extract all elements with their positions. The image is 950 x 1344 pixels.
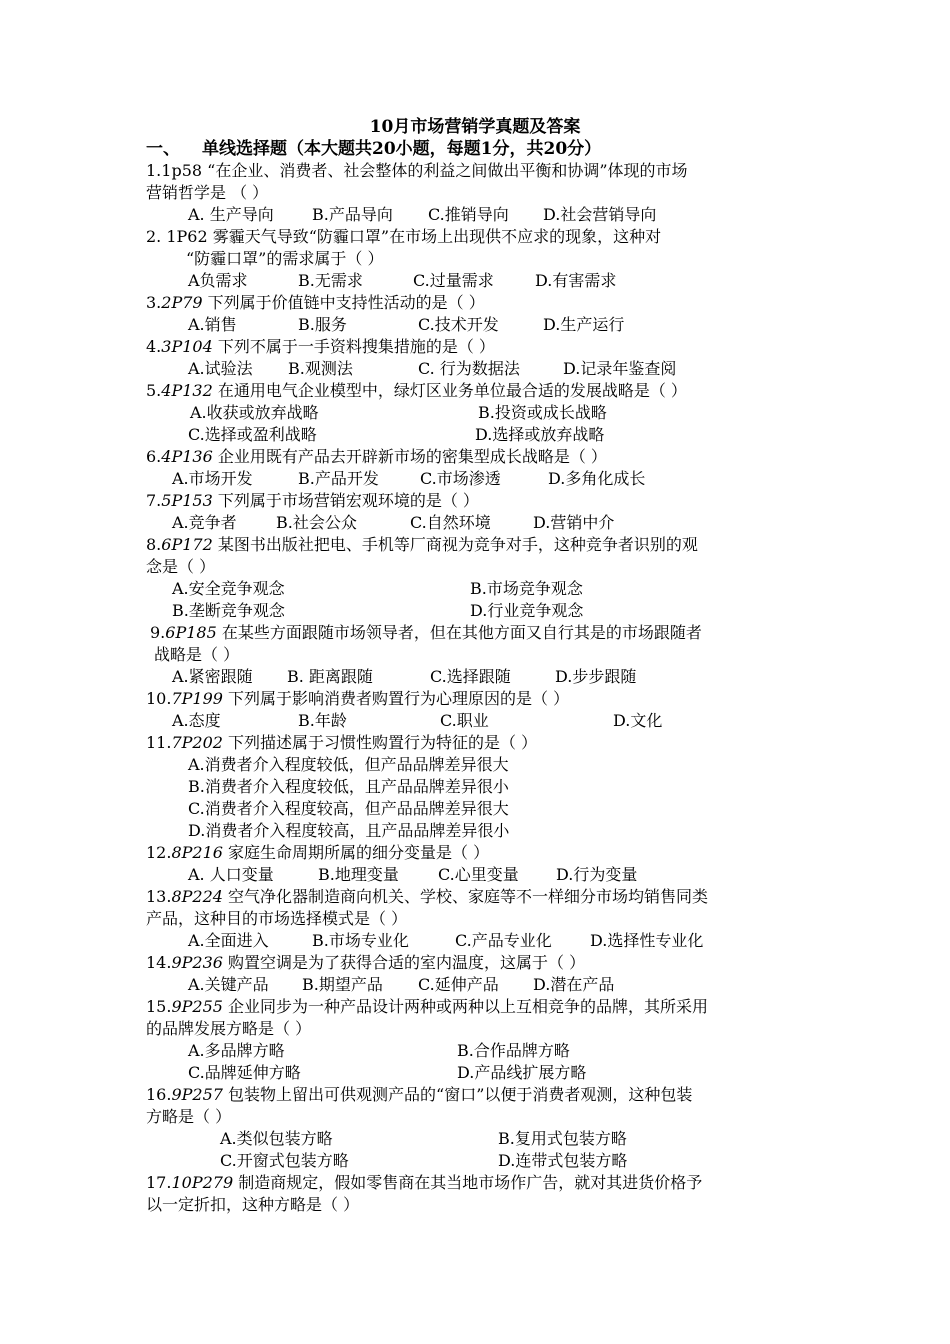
- question-number: 4.: [146, 337, 162, 356]
- option-c: C.开窗式包装方略: [220, 1151, 349, 1170]
- page-reference: 2P79: [161, 293, 203, 312]
- option-b: B.地理变量: [318, 865, 399, 884]
- option-d: D.营销中介: [533, 513, 615, 532]
- question-number: 5.: [146, 381, 162, 400]
- option-d: D.社会营销导向: [543, 205, 657, 224]
- option-a: A. 生产导向: [188, 205, 274, 224]
- page-reference: 8P216: [171, 843, 223, 862]
- option-b: B.产品导向: [312, 205, 393, 224]
- question-number: 11.: [146, 733, 172, 752]
- question-number: 9.: [150, 623, 166, 642]
- question-text: 下列属于市场营销宏观环境的是（ ）: [212, 491, 479, 510]
- option-b: B.市场专业化: [312, 931, 409, 950]
- page-reference: 7P202: [171, 733, 223, 752]
- option-c: C.产品专业化: [455, 931, 552, 950]
- option-b: B.服务: [298, 315, 347, 334]
- question-11-stem: [146, 732, 537, 753]
- question-text: 下列不属于一手资料搜集措施的是（ ）: [212, 337, 495, 356]
- question-text: 下列描述属于习惯性购置行为特征的是（ ）: [222, 733, 538, 752]
- option-d: D.文化: [613, 711, 663, 730]
- question-text: 企业同步为一种产品设计两种或两种以上互相竞争的品牌，其所采用: [222, 997, 709, 1016]
- question-9-line-1: [150, 622, 702, 643]
- page-reference: 5P153: [161, 491, 213, 510]
- question-6-stem: [146, 446, 607, 467]
- section-number: 一、: [146, 139, 180, 159]
- question-text: 包装物上留出可供观测产品的“窗口”以便于消费者观测，这种包装: [222, 1085, 693, 1104]
- question-text: 在通用电气企业模型中，绿灯区业务单位最合适的发展战略是（ ）: [212, 381, 687, 400]
- option-c: C.选择或盈利战略: [188, 425, 317, 444]
- option-d: D.选择或放弃战略: [475, 425, 605, 444]
- option-d: D.选择性专业化: [590, 931, 704, 950]
- page-reference: 6P185: [165, 623, 217, 642]
- page-reference: 4P132: [161, 381, 213, 400]
- question-8-line-2: 念是（ ）: [146, 557, 216, 576]
- option-b: B.产品开发: [298, 469, 379, 488]
- page-reference: 3P104: [161, 337, 213, 356]
- option-a: A.销售: [188, 315, 237, 334]
- question-17-line-1: [146, 1172, 702, 1193]
- section-heading: [146, 138, 601, 160]
- question-13-line-1: [146, 886, 708, 907]
- option-c: C.职业: [440, 711, 489, 730]
- option-a: A.收获或放弃战略: [190, 403, 319, 422]
- question-10-stem: [146, 688, 569, 709]
- question-7-stem: [146, 490, 479, 511]
- page-reference: 7P199: [171, 689, 223, 708]
- question-15-line-1: [146, 996, 708, 1017]
- option-d: D.多角化成长: [548, 469, 646, 488]
- question-number: 6.: [146, 447, 162, 466]
- option-d: D.产品线扩展方略: [457, 1063, 587, 1082]
- option-b: B.年龄: [298, 711, 347, 730]
- option-a: A. 人口变量: [188, 865, 274, 884]
- option-d: D.连带式包装方略: [498, 1151, 628, 1170]
- option-b: B.合作品牌方略: [457, 1041, 570, 1060]
- question-number: 10.: [146, 689, 172, 708]
- question-1-line-2: 营销哲学是 （ ）: [146, 183, 269, 202]
- question-2-line-2: “防霾口罩”的需求属于（ ）: [186, 249, 384, 268]
- page-reference: 8P224: [171, 887, 223, 906]
- question-text: 制造商规定，假如零售商在其当地市场作广告，就对其进货价格予: [233, 1173, 703, 1192]
- question-14-stem: [146, 952, 585, 973]
- option-a: A.关键产品: [188, 975, 269, 994]
- option-c: C.市场渗透: [420, 469, 501, 488]
- page-reference: 9P255: [171, 997, 223, 1016]
- option-b: B.复用式包装方略: [498, 1129, 627, 1148]
- question-number: 13.: [146, 887, 172, 906]
- question-17-line-2: 以一定折扣，这种方略是（ ）: [146, 1195, 360, 1214]
- question-text: 购置空调是为了获得合适的室内温度，这属于（ ）: [222, 953, 586, 972]
- question-3-stem: [146, 292, 485, 313]
- question-12-stem: [146, 842, 489, 863]
- question-text: 下列属于价值链中支持性活动的是（ ）: [202, 293, 485, 312]
- question-number: 3.: [146, 293, 162, 312]
- page-reference: 4P136: [161, 447, 213, 466]
- option-c: C.消费者介入程度较高，但产品品牌差异很大: [188, 799, 509, 818]
- question-2-line-1: 2. 1P62 雾霾天气导致“防霾口罩”在市场上出现供不应求的现象，这种对: [146, 227, 662, 246]
- option-c: C.选择跟随: [430, 667, 511, 686]
- question-1-line-1: 1.1p58 “在企业、消费者、社会整体的利益之间做出平衡和协调”体现的市场: [146, 161, 688, 180]
- option-d: D.消费者介入程度较高，且产品品牌差异很小: [188, 821, 510, 840]
- question-9-line-2: 战略是（ ）: [154, 645, 240, 664]
- page-reference: 10P279: [171, 1173, 234, 1192]
- option-a: A.试验法: [188, 359, 253, 378]
- question-number: 7.: [146, 491, 162, 510]
- option-a: A.多品牌方略: [188, 1041, 285, 1060]
- page-reference: 9P236: [171, 953, 223, 972]
- option-c: C.过量需求: [413, 271, 494, 290]
- option-d: D.记录年鉴查阅: [563, 359, 677, 378]
- option-b: B. 距离跟随: [287, 667, 373, 686]
- option-d: D.行为变量: [556, 865, 638, 884]
- question-text: 在某些方面跟随市场领导者，但在其他方面又自行其是的市场跟随者: [216, 623, 702, 642]
- option-b: B.无需求: [298, 271, 363, 290]
- question-number: 8.: [146, 535, 162, 554]
- option-a: A.紧密跟随: [172, 667, 253, 686]
- question-number: 14.: [146, 953, 172, 972]
- question-text: 某图书出版社把电、手机等厂商视为竞争对手，这种竞争者识别的观: [212, 535, 698, 554]
- question-text: 空气净化器制造商向机关、学校、家庭等不一样细分市场均销售同类: [222, 887, 709, 906]
- page-reference: 9P257: [171, 1085, 223, 1104]
- option-d: D.生产运行: [543, 315, 625, 334]
- option-a: A.态度: [172, 711, 221, 730]
- option-b: B.社会公众: [276, 513, 357, 532]
- question-16-line-2: 方略是（ ）: [146, 1107, 232, 1126]
- option-d: D.行业竞争观念: [470, 601, 584, 620]
- option-c: C.推销导向: [428, 205, 509, 224]
- option-d: D.潜在产品: [533, 975, 615, 994]
- page-reference: 6P172: [161, 535, 213, 554]
- question-16-line-1: [146, 1084, 692, 1105]
- option-a: A.安全竞争观念: [172, 579, 285, 598]
- option-a: A.市场开发: [172, 469, 253, 488]
- option-a: A.全面进入: [188, 931, 269, 950]
- option-a: A负需求: [188, 271, 248, 290]
- option-a: A.消费者介入程度较低，但产品品牌差异很大: [188, 755, 509, 774]
- option-a: A.类似包装方略: [220, 1129, 333, 1148]
- question-text: 企业用既有产品去开辟新市场的密集型成长战略是（ ）: [212, 447, 607, 466]
- option-d: D.有害需求: [535, 271, 617, 290]
- section-label: 单线选择题（本大题共20小题，每题1分，共20分）: [202, 139, 602, 159]
- option-b: B.消费者介入程度较低，且产品品牌差异很小: [188, 777, 509, 796]
- question-number: 15.: [146, 997, 172, 1016]
- option-b: B.投资或成长战略: [478, 403, 607, 422]
- option-d: D.步步跟随: [555, 667, 637, 686]
- option-b: B.期望产品: [302, 975, 383, 994]
- option-a: A.竞争者: [172, 513, 237, 532]
- option-c: C.延伸产品: [418, 975, 499, 994]
- question-number: 16.: [146, 1085, 172, 1104]
- question-text: 家庭生命周期所属的细分变量是（ ）: [222, 843, 490, 862]
- option-c: C.自然环境: [410, 513, 491, 532]
- option-c: C.品牌延伸方略: [188, 1063, 301, 1082]
- question-number: 12.: [146, 843, 172, 862]
- question-number: 17.: [146, 1173, 172, 1192]
- option-c: C.技术开发: [418, 315, 499, 334]
- question-5-stem: [146, 380, 687, 401]
- question-4-stem: [146, 336, 495, 357]
- option-b: B.观测法: [288, 359, 353, 378]
- question-13-line-2: 产品，这种目的市场选择模式是（ ）: [146, 909, 408, 928]
- question-8-line-1: [146, 534, 698, 555]
- question-text: 下列属于影响消费者购置行为心理原因的是（ ）: [222, 689, 570, 708]
- option-c: C. 行为数据法: [418, 359, 520, 378]
- question-15-line-2: 的品牌发展方略是（ ）: [146, 1019, 312, 1038]
- option-c: C.心里变量: [438, 865, 519, 884]
- option-c: B.垄断竞争观念: [172, 601, 285, 620]
- document-title: 10月市场营销学真题及答案: [369, 117, 581, 137]
- option-b: B.市场竞争观念: [470, 579, 583, 598]
